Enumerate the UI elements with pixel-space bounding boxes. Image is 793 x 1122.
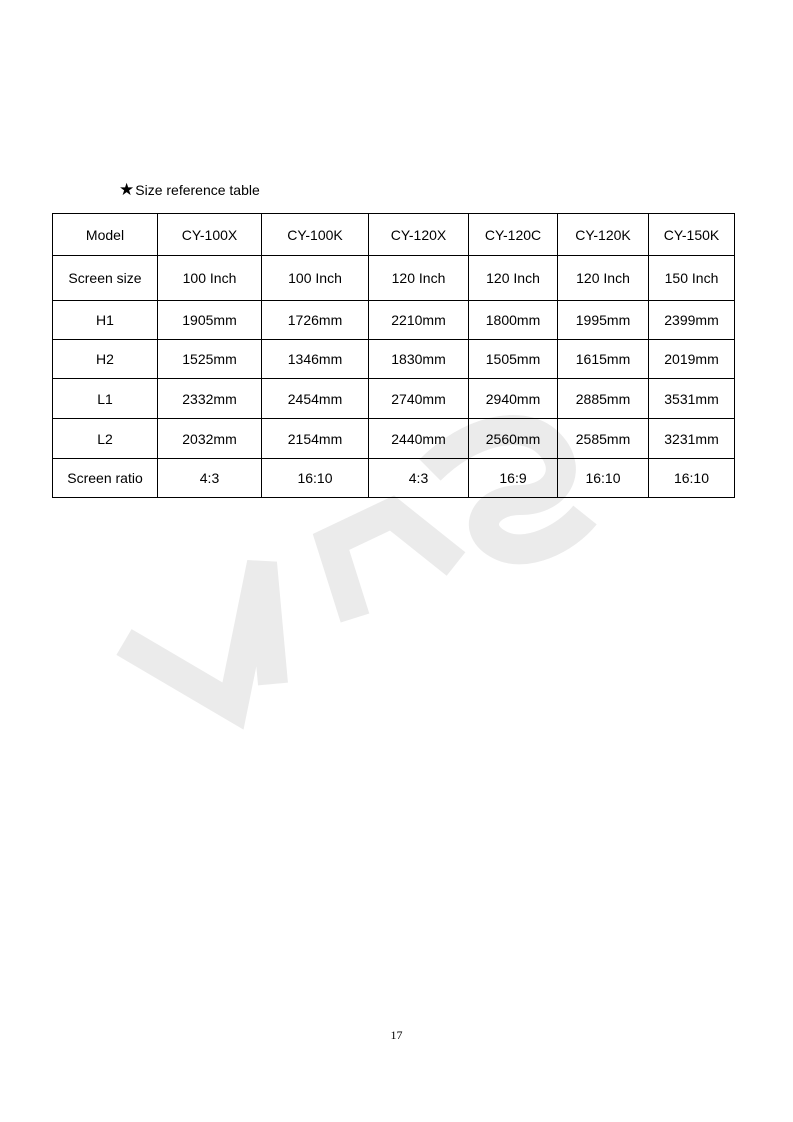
row-label: L1 [53,379,158,419]
row-label: Screen size [53,256,158,301]
table-cell: 1905mm [158,301,262,340]
table-row-screen-size [53,256,735,301]
table-cell: 16:9 [469,459,558,498]
table-cell: 1995mm [558,301,649,340]
table-cell: 1726mm [262,301,369,340]
star-icon: ★ [119,180,135,200]
table-heading-text: Size reference table [135,182,260,198]
table-cell: 3531mm [649,379,735,419]
table-row-model [53,214,735,256]
row-label: H2 [53,340,158,379]
row-label: Model [53,214,158,256]
table-cell: 16:10 [649,459,735,498]
table-cell: 2560mm [469,419,558,459]
table-cell: 2154mm [262,419,369,459]
table-cell: 2454mm [262,379,369,419]
table-cell: 3231mm [649,419,735,459]
table-row-l2 [53,419,735,459]
row-label: L2 [53,419,158,459]
table-cell: 1800mm [469,301,558,340]
table-cell: 4:3 [369,459,469,498]
table-cell: 120 Inch [369,256,469,301]
table-cell: 2585mm [558,419,649,459]
table-cell: 2332mm [158,379,262,419]
row-label: Screen ratio [53,459,158,498]
table-cell: 1830mm [369,340,469,379]
table-cell: 100 Inch [262,256,369,301]
table-cell: 2740mm [369,379,469,419]
table-cell: 2399mm [649,301,735,340]
table-row-h1 [53,301,735,340]
table-cell: 150 Inch [649,256,735,301]
table-cell: 2019mm [649,340,735,379]
table-cell: 1525mm [158,340,262,379]
table-row-h2 [53,340,735,379]
size-reference-table [52,213,735,498]
table-cell: 16:10 [558,459,649,498]
table-cell: 2440mm [369,419,469,459]
table-cell: CY-100K [262,214,369,256]
table-cell: 2210mm [369,301,469,340]
table-cell: CY-120K [558,214,649,256]
table-cell: 120 Inch [558,256,649,301]
table-cell: 1346mm [262,340,369,379]
table-cell: CY-100X [158,214,262,256]
table-cell: 2940mm [469,379,558,419]
table-cell: 100 Inch [158,256,262,301]
table-cell: 1505mm [469,340,558,379]
table-cell: 1615mm [558,340,649,379]
row-label: H1 [53,301,158,340]
table-cell: 2032mm [158,419,262,459]
table-row-screen-ratio [53,459,735,498]
table-row-l1 [53,379,735,419]
table-cell: 2885mm [558,379,649,419]
table-cell: 16:10 [262,459,369,498]
page-number: 17 [390,1028,403,1042]
table-cell: CY-120X [369,214,469,256]
table-cell: CY-150K [649,214,735,256]
table-heading [119,180,260,200]
table-cell: CY-120C [469,214,558,256]
table-cell: 120 Inch [469,256,558,301]
table-cell: 4:3 [158,459,262,498]
